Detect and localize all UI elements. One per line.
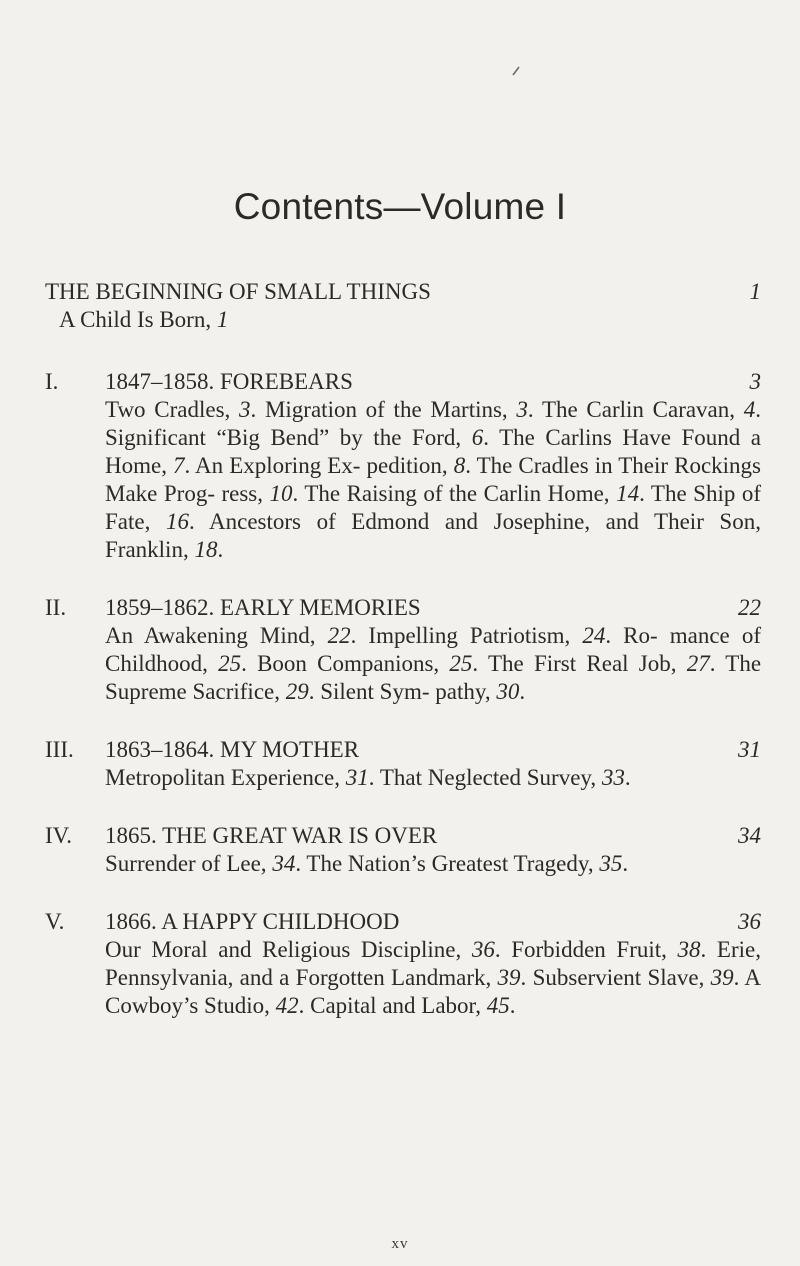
chapter-list xyxy=(45,368,761,1020)
subentry-text: Real Job, xyxy=(586,651,687,676)
page-folio: xv xyxy=(391,1236,409,1252)
chapter-title-text: A HAPPY CHILDHOOD xyxy=(161,909,400,934)
chapter-numeral: V. xyxy=(45,909,65,934)
chapter-dates: 1847–1858. xyxy=(105,369,215,394)
chapter-page-number: 22 xyxy=(738,595,761,620)
subentry-text: The Carlins Have Found a Home, xyxy=(105,425,761,478)
subentry-text: Surrender of Lee, xyxy=(105,851,273,876)
chapter-entry xyxy=(45,908,761,1020)
subentry-page: 45 xyxy=(486,993,510,1018)
subentry-text: mance of Childhood, xyxy=(105,623,761,676)
subentry-page: 3 xyxy=(516,397,528,422)
subentry-text: . An Exploring Ex- xyxy=(184,453,361,478)
subentry-text: . Impelling Patriotism, xyxy=(350,623,583,648)
chapter-heading-row xyxy=(45,594,761,622)
subentry-page: 14 xyxy=(616,481,640,506)
subentry-text: Two Cradles, xyxy=(105,397,239,422)
chapter-page-number: 31 xyxy=(738,737,761,762)
subentry-text: . Ancestors of Edmond and Josephine, and xyxy=(188,509,639,534)
subentry-text: An Awakening Mind, xyxy=(105,623,328,648)
prologue-heading-row xyxy=(45,278,761,306)
chapter-title xyxy=(105,823,437,848)
subentry-page: 3 xyxy=(239,397,251,422)
subentry-text: . Capital xyxy=(298,993,377,1018)
chapter-dates: 1865. xyxy=(105,823,157,848)
subentry-text: Their Son, Franklin, xyxy=(105,509,761,562)
subentry-text: . That Neglected Survey, xyxy=(368,765,602,790)
chapter-numeral: II. xyxy=(45,595,67,620)
prologue-entry xyxy=(45,278,761,334)
chapter-page-number: 36 xyxy=(738,909,761,934)
prologue-subentries xyxy=(59,306,761,334)
subentry-text: ress, xyxy=(221,481,270,506)
subentry-page: 27 xyxy=(686,651,710,676)
subentry-text: pedition, xyxy=(366,453,454,478)
chapter-subentries xyxy=(105,622,761,706)
chapter-numeral: I. xyxy=(45,369,59,394)
chapter-dates: 1859–1862. xyxy=(105,595,215,620)
chapter-page-number: 34 xyxy=(738,823,761,848)
chapter-dates: 1866. xyxy=(105,909,157,934)
chapter-title-text: FOREBEARS xyxy=(220,369,353,394)
subentry-text: . A Cowboy’s Studio, xyxy=(105,965,762,1018)
subentry-page: 24 xyxy=(582,623,606,648)
subentry-page: 16 xyxy=(165,509,189,534)
chapter-title xyxy=(105,909,399,934)
prologue-page-number: 1 xyxy=(749,279,761,304)
subentry-page: 35 xyxy=(599,851,623,876)
subentry-page: 4 xyxy=(743,397,756,422)
chapter-title-text: THE GREAT WAR IS OVER xyxy=(162,823,438,848)
subentry-page: 10 xyxy=(269,481,293,506)
table-of-contents xyxy=(45,278,761,1020)
subentry-text: Subservient Slave, xyxy=(532,965,711,990)
chapter-numeral: III. xyxy=(45,737,74,762)
subentry-text: . Significant “Big Bend” by the Ford, xyxy=(105,397,761,450)
subentry-text: . The Nation’s Greatest Tragedy, xyxy=(295,851,600,876)
subentry-page: 34 xyxy=(272,851,296,876)
subentry-page: 39 xyxy=(497,965,521,990)
chapter-subentries xyxy=(105,850,761,878)
chapter-subentries xyxy=(105,936,761,1020)
subentry-text: . xyxy=(622,851,629,876)
subentry-text: . xyxy=(520,965,527,990)
subentry-text: and Labor, xyxy=(382,993,487,1018)
subentry-page: 18 xyxy=(194,537,218,562)
subentry-page: 29 xyxy=(285,679,309,704)
subentry-text: . The First xyxy=(472,651,577,676)
subentry-text: A Child Is Born, xyxy=(59,307,217,332)
subentry-text: . xyxy=(509,993,516,1018)
chapter-dates: 1863–1864. xyxy=(105,737,215,762)
subentry-page: 36 xyxy=(471,937,495,962)
subentry-page: 1 xyxy=(216,307,229,332)
subentry-text: . Ro- xyxy=(605,623,658,648)
chapter-title-text: EARLY MEMORIES xyxy=(220,595,421,620)
page-title: Contents—Volume I xyxy=(233,186,567,227)
chapter-numeral: IV. xyxy=(45,823,73,848)
subentry-text: of Fate, xyxy=(105,481,762,534)
chapter-title xyxy=(105,369,353,394)
subentry-text: . Erie, Pennsylvania, and a Forgotten Landmark, xyxy=(105,937,761,990)
subentry-page: 42 xyxy=(275,993,299,1018)
subentry-page: 22 xyxy=(327,623,351,648)
subentry-text: . The Cradles in Their Rockings Make Prog- xyxy=(105,453,761,506)
subentry-page: 8 xyxy=(453,453,466,478)
pencil-mark-icon xyxy=(512,66,520,76)
chapter-title xyxy=(105,595,421,620)
chapter-heading-row xyxy=(45,908,761,936)
subentry-page: 39 xyxy=(710,965,734,990)
chapter-title xyxy=(105,737,359,762)
subentry-text: . The Carlin xyxy=(527,397,644,422)
subentry-text: . xyxy=(217,537,224,562)
subentry-page: 30 xyxy=(496,679,520,704)
subentry-page: 33 xyxy=(601,765,625,790)
chapter-subentries xyxy=(105,764,761,792)
subentry-text: . xyxy=(519,679,526,704)
subentry-page: 31 xyxy=(345,765,369,790)
subentry-text: . The Raising of the Carlin Home, xyxy=(292,481,617,506)
prologue-heading: THE BEGINNING OF SMALL THINGS xyxy=(45,279,431,304)
chapter-entry xyxy=(45,736,761,792)
chapter-page-number: 3 xyxy=(749,369,761,394)
subentry-text: . xyxy=(483,425,489,450)
chapter-subentries xyxy=(105,396,761,564)
subentry-page: 6 xyxy=(471,425,484,450)
subentry-text: . Forbidden Fruit, xyxy=(494,937,667,962)
subentry-text: . xyxy=(624,765,631,790)
subentry-page: 7 xyxy=(173,453,185,478)
chapter-heading-row xyxy=(45,736,761,764)
subentry-text: . The Ship xyxy=(639,481,736,506)
subentry-text: . Migration of the Martins, xyxy=(250,397,517,422)
subentry-text: . Silent Sym- xyxy=(308,679,430,704)
chapter-heading-row xyxy=(45,822,761,850)
chapter-entry xyxy=(45,368,761,564)
chapter-title-text: MY MOTHER xyxy=(220,737,360,762)
subentry-text: pathy, xyxy=(435,679,497,704)
chapter-entry xyxy=(45,594,761,706)
subentry-page: 38 xyxy=(677,937,701,962)
subentry-text: . The Supreme Sacrifice, xyxy=(105,651,762,704)
subentry-text: Our Moral and Religious Discipline, xyxy=(105,937,472,962)
chapter-entry xyxy=(45,822,761,878)
chapter-heading-row xyxy=(45,368,761,396)
subentry-text: Metropolitan Experience, xyxy=(105,765,346,790)
subentry-text: . Boon Companions, xyxy=(241,651,450,676)
subentry-page: 25 xyxy=(449,651,473,676)
subentry-page: 25 xyxy=(218,651,242,676)
subentry-text: Caravan, xyxy=(652,397,744,422)
